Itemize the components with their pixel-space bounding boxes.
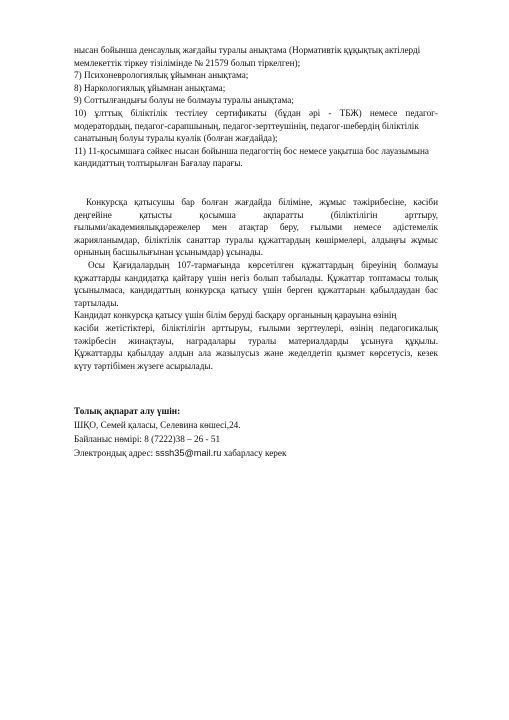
paragraph-line: күту тәртібімен жүзеге асырылады.	[74, 360, 213, 371]
conditions-paragraph	[74, 196, 438, 372]
contact-heading: Толық ақпарат алу үшін:	[74, 406, 181, 416]
paragraph-line: жарияланымдар, біліктілік санаттар туралы құжаттардың көшірмелері, алдыңғы жұмыс	[74, 234, 438, 245]
list-line: 10) ұлттық біліктілік тестілеу сертификаты (бұдан әрі - ТБЖ) немесе педагог-	[74, 107, 438, 118]
paragraph-line: тәжірбесін жинақтауы, наградалары туралы материалдарды ұсынуға құқылы.	[74, 335, 438, 346]
paragraph-line: Кандидат конкурсқа қатысу үшін білім беруді басқару органының қарауына өзінің	[74, 310, 397, 321]
list-line: кандидаттың толтырылған Бағалау парағы.	[74, 158, 243, 169]
list-line: 8) Наркологиялық ұйымнан анықтама;	[74, 82, 226, 93]
paragraph-line: ұсынылмаса, кандидаттың конкурсқа қатысу үшін берген құжаттарын қабылдаудан бас	[74, 285, 438, 296]
email-address: sssh35@mail.ru	[155, 448, 222, 458]
list-line: мемлекеттік тіркеу тізілімінде № 21579 болып тіркелген);	[74, 57, 301, 68]
list-line: 9) Соттылғандығы болуы не болмауы туралы анықтама;	[74, 95, 294, 106]
contact-phone: Байланыс нөмірі: 8 (7222)38 – 26 - 51	[74, 434, 221, 444]
contact-email-line	[74, 446, 438, 460]
contact-block	[74, 404, 438, 460]
paragraph-line: Осы Қағидалардың 107-тармағында көрсетілген құжаттардың біреуінің болмауы	[88, 259, 438, 270]
paragraph-line: құжаттарды кандидатқа қайтару үшін негіз болып табылады. Құжаттар топтамасы толық	[74, 272, 438, 283]
email-prefix: Электрондық адрес:	[74, 448, 154, 458]
paragraph-line: кәсіби жетістіктері, біліктілігін арттыруы, ғылыми зерттеулері, өзінің педагогикалық	[74, 322, 438, 333]
list-line: модератордың, педагог-сарапшының, педагог-зерттеушінің, педагог-шебердің біліктілік	[74, 120, 419, 131]
list-line: 11) 11-қосымшаға сәйкес нысан бойынша педагогтің бос немесе уақытша бос лауазымына	[74, 145, 429, 156]
paragraph-line: тартылады.	[74, 297, 119, 308]
contact-address: ШҚО, Семей қаласы, Селевина көшесі,24.	[74, 420, 241, 430]
paragraph-line: орнының басшылығынан ұсынымдар) ұсынады.	[74, 247, 263, 258]
requirements-list	[74, 44, 438, 170]
list-line: санатының болуы туралы куәлік (болған жағдайда);	[74, 133, 278, 144]
paragraph-line: деңгейіне қатысты қосымша ақпаратты (біліктілігін арттыру,	[74, 209, 438, 220]
list-line: нысан бойынша денсаулық жағдайы туралы анықтама (Нормативтік құқықтық актілерді	[74, 45, 421, 55]
paragraph-line: Конкурсқа қатысушы бар болған жағдайда біліміне, жұмыс тәжірибесіне, кәсіби	[86, 197, 438, 207]
email-suffix: хабарласу керек	[223, 448, 287, 458]
paragraph-line: ғылыми/академиялықдәрежелер мен атақтар беру, ғылыми немесе әдістемелік	[74, 222, 438, 233]
paragraph-line: Құжаттарды қабылдау алдын ала жазылусыз және жеделдетіп қызмет көрсетусіз, кезек	[74, 348, 438, 359]
list-line: 7) Психоневрологиялық ұйымнан анықтама;	[74, 70, 249, 81]
